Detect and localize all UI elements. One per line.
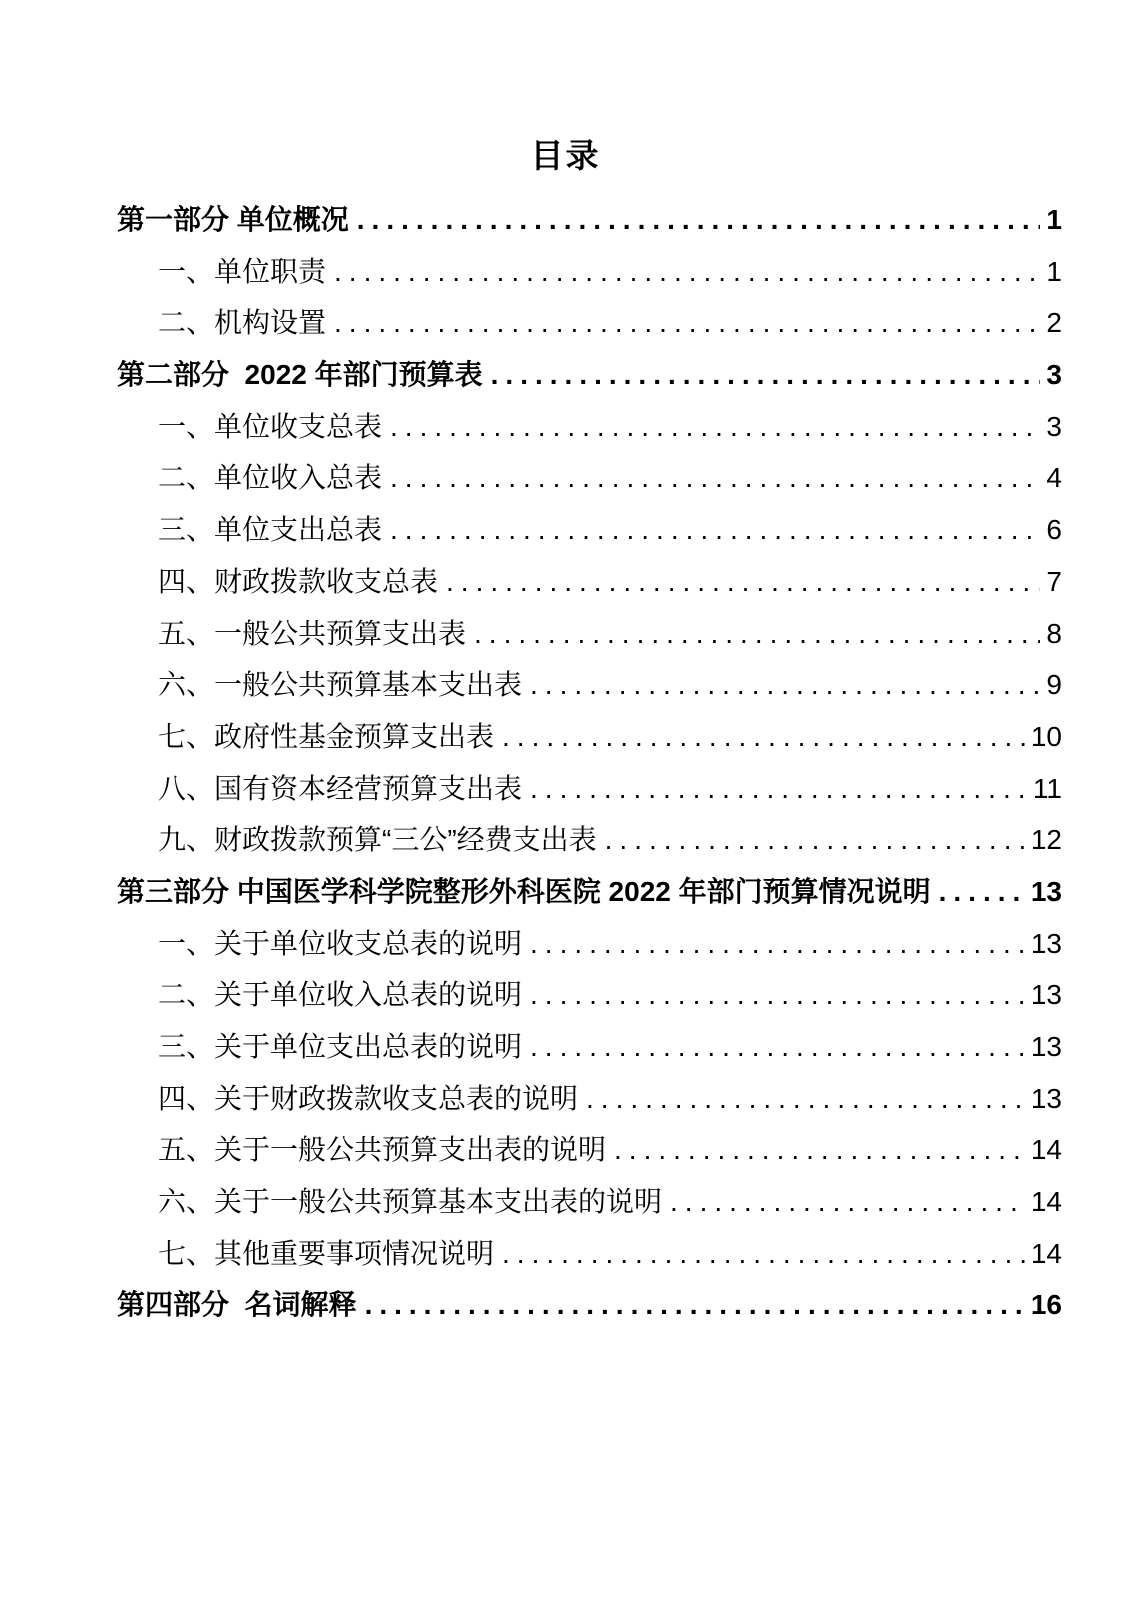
toc-entry-label: 二、单位收入总表	[158, 462, 383, 494]
toc-entry-label: 五、关于一般公共预算支出表的说明	[158, 1134, 607, 1166]
toc-page-number: 14	[1030, 1134, 1062, 1166]
toc-entry	[117, 918, 1062, 970]
toc-page-number: 13	[1030, 1031, 1062, 1062]
toc-entry-label: 七、政府性基金预算支出表	[158, 720, 495, 752]
toc-page-number: 1	[1046, 204, 1062, 235]
toc-entry-label: 七、其他重要事项情况说明	[158, 1237, 495, 1269]
toc-entry-label: 八、国有资本经营预算支出表	[158, 772, 523, 804]
toc-entry	[117, 608, 1062, 660]
toc-entry	[117, 1073, 1062, 1125]
toc-dot-leader	[491, 349, 1041, 401]
toc-entry-label: 九、财政拨款预算“三公”经费支出表	[158, 824, 597, 856]
toc-dot-leader	[530, 763, 1027, 815]
toc-page-number: 9	[1046, 669, 1062, 701]
toc-entry	[117, 349, 1062, 401]
toc-dot-leader	[390, 401, 1040, 453]
toc-dot-leader	[670, 1176, 1025, 1228]
toc-page-number: 1	[1046, 255, 1062, 287]
toc-dot-leader	[530, 659, 1040, 711]
toc-page-number: 8	[1046, 617, 1062, 649]
toc-entry-label: 第三部分 中国医学科学院整形外科医院 2022 年部门预算情况说明	[117, 875, 931, 907]
toc-entry	[117, 711, 1062, 763]
toc-entry-label: 三、关于单位支出总表的说明	[158, 1031, 523, 1062]
toc-dot-leader	[446, 556, 1040, 608]
toc-dot-leader	[586, 1073, 1025, 1125]
toc-dot-leader	[390, 504, 1040, 556]
toc-entry	[117, 814, 1062, 866]
toc-entry-label: 二、机构设置	[158, 307, 327, 339]
toc-page-number: 10	[1030, 720, 1062, 752]
toc-entry-label: 一、单位职责	[158, 255, 327, 287]
toc-dot-leader	[502, 711, 1025, 763]
toc-entry	[117, 1279, 1062, 1331]
toc-dot-leader	[334, 246, 1040, 298]
toc-page-number: 4	[1046, 462, 1062, 494]
toc-entry-label: 一、单位收支总表	[158, 410, 383, 442]
toc-entry-label: 四、财政拨款收支总表	[158, 565, 439, 597]
toc-entry-label: 六、一般公共预算基本支出表	[158, 669, 523, 701]
toc-entry	[117, 194, 1062, 246]
toc-dot-leader	[605, 814, 1025, 866]
toc-page-number: 14	[1030, 1237, 1062, 1269]
toc-entry-label: 一、关于单位收支总表的说明	[158, 927, 523, 959]
toc-entry	[117, 1124, 1062, 1176]
toc-page-number: 13	[1030, 875, 1062, 907]
toc-entry	[117, 1021, 1062, 1073]
toc-page-number: 3	[1046, 410, 1062, 442]
toc-dot-leader	[530, 969, 1025, 1021]
toc-dot-leader	[530, 1021, 1025, 1073]
toc-entry-label: 六、关于一般公共预算基本支出表的说明	[158, 1186, 663, 1218]
toc-page-number: 3	[1046, 359, 1062, 391]
toc-entry-label: 四、关于财政拨款收支总表的说明	[158, 1082, 579, 1114]
toc-page-number: 13	[1030, 1082, 1062, 1114]
toc-page-number: 7	[1046, 565, 1062, 597]
toc-entry	[117, 1228, 1062, 1280]
toc-page-number: 6	[1046, 514, 1062, 546]
toc-page-number: 12	[1030, 824, 1062, 856]
toc-dot-leader	[614, 1124, 1025, 1176]
toc-entry-label: 第一部分 单位概况	[117, 204, 349, 235]
toc-page-number: 13	[1030, 979, 1062, 1011]
toc-entry-label: 三、单位支出总表	[158, 514, 383, 546]
toc-dot-leader	[390, 452, 1040, 504]
toc-entry	[117, 866, 1062, 918]
toc-entry	[117, 1176, 1062, 1228]
toc-entry-label: 第四部分 名词解释	[117, 1289, 357, 1321]
toc-entry	[117, 556, 1062, 608]
toc-page-number: 2	[1046, 307, 1062, 339]
toc-entry	[117, 969, 1062, 1021]
toc-entry-label: 二、关于单位收入总表的说明	[158, 979, 523, 1011]
toc-dot-leader	[365, 1279, 1025, 1331]
toc-entry	[117, 763, 1062, 815]
toc-entry	[117, 452, 1062, 504]
toc-entry	[117, 504, 1062, 556]
toc-dot-leader	[357, 194, 1041, 246]
toc-page-number: 14	[1030, 1186, 1062, 1218]
toc-dot-leader	[939, 866, 1025, 918]
toc-entry	[117, 246, 1062, 298]
toc-page-number: 16	[1030, 1289, 1062, 1321]
toc-page-number: 11	[1032, 772, 1062, 804]
toc-dot-leader	[502, 1228, 1025, 1280]
page-title: 目录	[530, 137, 601, 174]
toc-entry-label: 五、一般公共预算支出表	[158, 617, 467, 649]
toc-dot-leader	[530, 918, 1025, 970]
toc-dot-leader	[334, 297, 1040, 349]
toc-entry	[117, 659, 1062, 711]
toc-entry-label: 第二部分 2022 年部门预算表	[117, 359, 483, 391]
toc-dot-leader	[474, 608, 1040, 660]
toc-page-number: 13	[1030, 927, 1062, 959]
toc-entry	[117, 297, 1062, 349]
toc-list	[117, 194, 1062, 1331]
toc-entry	[117, 401, 1062, 453]
